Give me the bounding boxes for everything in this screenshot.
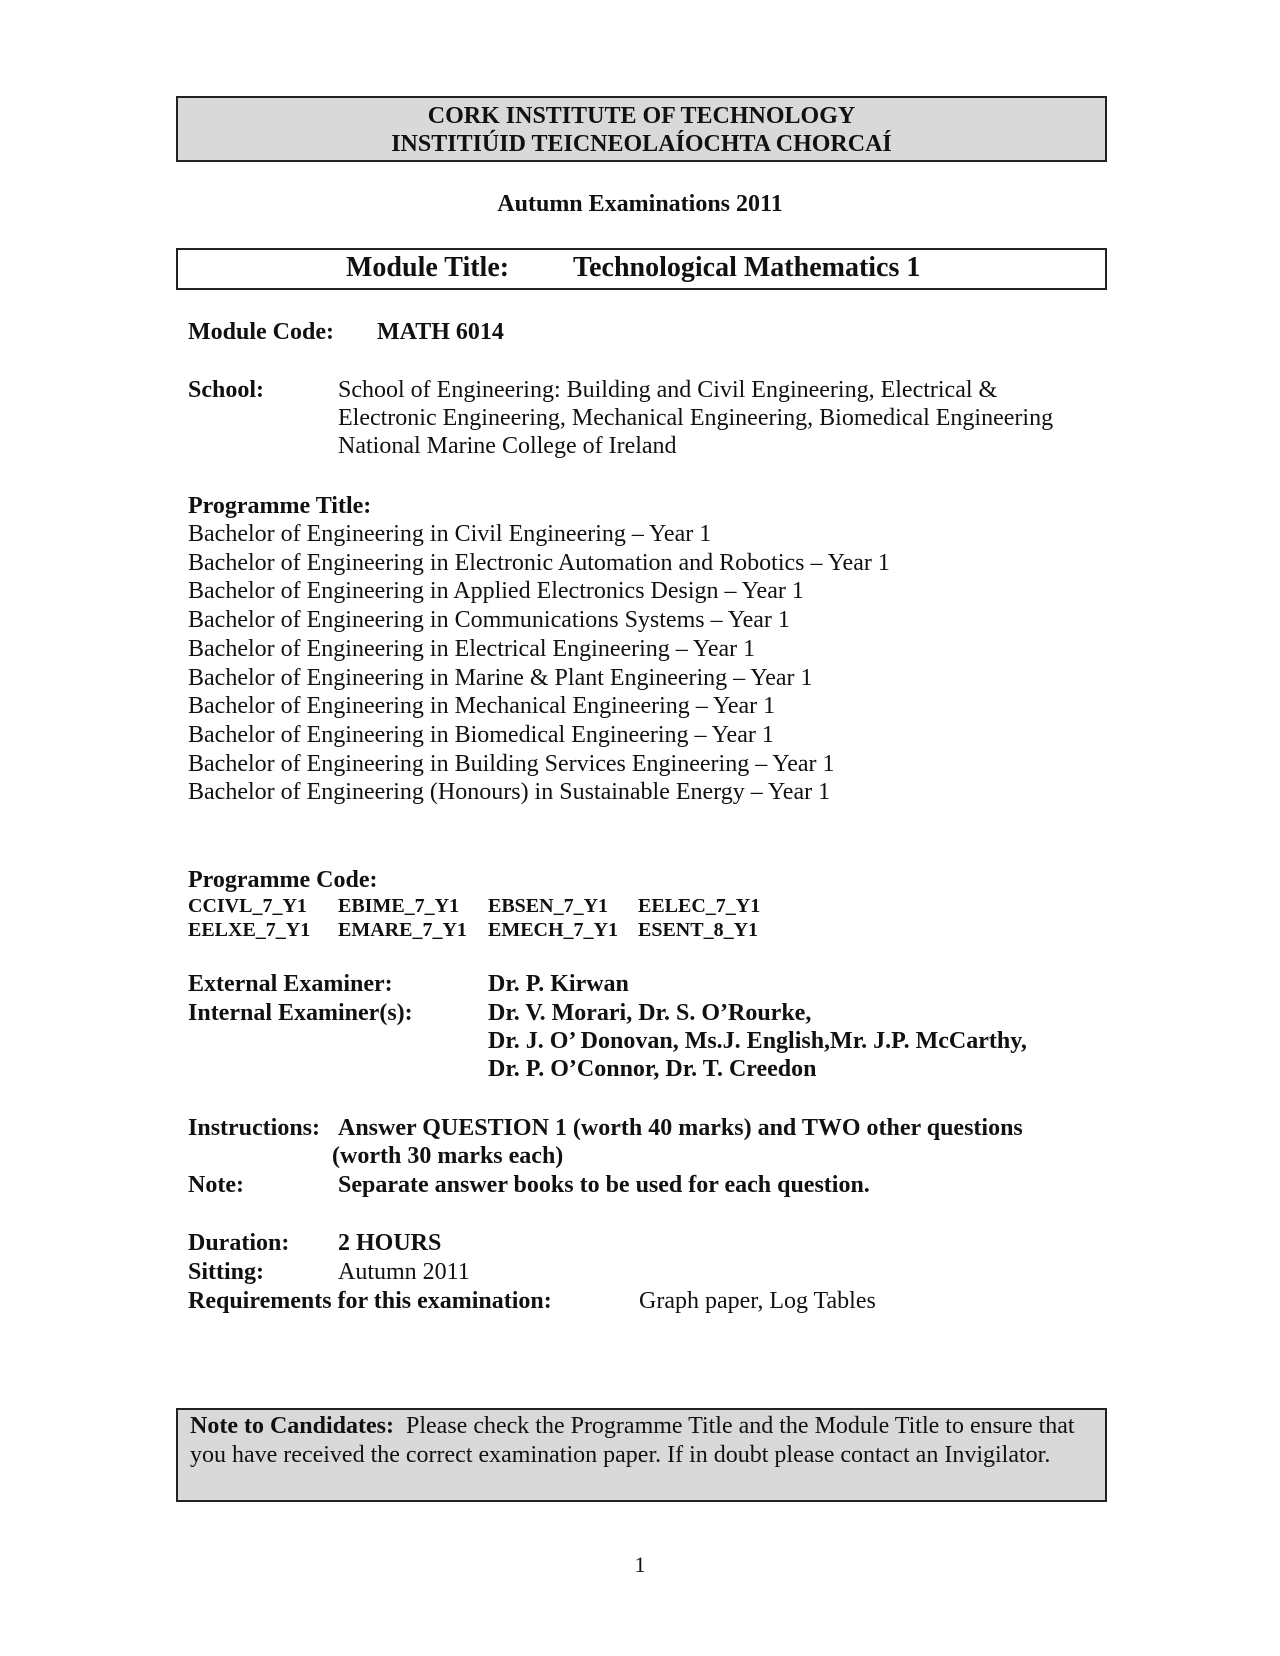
- institute-name-irish: INSTITIÚID TEICNEOLAÍOCHTA CHORCAÍ: [391, 131, 892, 157]
- note-label: Note:: [188, 1172, 244, 1198]
- school-label: School:: [188, 377, 265, 403]
- programme-code: EELXE_7_Y1: [188, 919, 311, 941]
- school-lines: [338, 376, 1053, 460]
- instructions-label: Instructions:: [188, 1115, 321, 1141]
- sitting-value: Autumn 2011: [338, 1259, 470, 1285]
- instructions-text: Answer QUESTION 1 (worth 40 marks) and TWO other questions: [338, 1115, 1023, 1141]
- note-text: Separate answer books to be used for each question.: [338, 1172, 870, 1198]
- programme-item: Bachelor of Engineering in Electronic Automation and Robotics – Year 1: [188, 549, 890, 576]
- programme-item: Bachelor of Engineering in Marine & Plant Engineering – Year 1: [188, 664, 813, 691]
- module-title-label: Module Title:: [346, 252, 510, 283]
- programme-title-label: Programme Title:: [188, 493, 372, 519]
- programme-code: EBSEN_7_Y1: [488, 895, 609, 917]
- exam-session: Autumn Examinations 2011: [497, 191, 783, 217]
- module-code-value: MATH 6014: [377, 319, 504, 345]
- programme-item: Bachelor of Engineering in Biomedical Engineering – Year 1: [188, 721, 774, 748]
- programme-code: EMECH_7_Y1: [488, 919, 618, 941]
- programme-title-list: [188, 520, 890, 807]
- institute-name-english: CORK INSTITUTE OF TECHNOLOGY: [427, 103, 856, 129]
- requirements-value: Graph paper, Log Tables: [639, 1288, 876, 1314]
- requirements-label: Requirements for this examination:: [188, 1288, 552, 1314]
- module-title-value: Technological Mathematics 1: [573, 252, 921, 283]
- programme-item: Bachelor of Engineering in Mechanical Engineering – Year 1: [188, 693, 776, 720]
- external-examiner-label: External Examiner:: [188, 971, 393, 997]
- external-examiner-name: Dr. P. Kirwan: [488, 971, 629, 997]
- programme-item: Bachelor of Engineering in Electrical Engineering – Year 1: [188, 635, 756, 662]
- duration-label: Duration:: [188, 1230, 290, 1256]
- note-to-candidates-box: [176, 1408, 1107, 1502]
- programme-code: CCIVL_7_Y1: [188, 895, 307, 917]
- programme-code-table: [188, 894, 788, 944]
- note-to-candidates-text: Please check the Programme Title and the Module Title to ensure that you have received the correct examination paper. If in doubt please contact an Invigilator.: [190, 1413, 1075, 1468]
- programme-item: Bachelor of Engineering (Honours) in Sustainable Energy – Year 1: [188, 779, 831, 806]
- internal-examiner-names: [488, 999, 1027, 1083]
- institute-header: [176, 96, 1107, 162]
- school-line: National Marine College of Ireland: [338, 433, 677, 459]
- programme-item: Bachelor of Engineering in Civil Engineering – Year 1: [188, 521, 712, 547]
- module-code-label: Module Code:: [188, 319, 334, 345]
- programme-item: Bachelor of Engineering in Building Services Engineering – Year 1: [188, 750, 835, 777]
- internal-examiner-label: Internal Examiner(s):: [188, 1000, 413, 1026]
- sitting-label: Sitting:: [188, 1259, 265, 1285]
- school-line: School of Engineering: Building and Civil Engineering, Electrical &: [338, 377, 998, 403]
- note-to-candidates-label: Note to Candidates:: [190, 1413, 394, 1439]
- programme-code: EMARE_7_Y1: [338, 919, 467, 941]
- programme-code: EBIME_7_Y1: [338, 895, 460, 917]
- programme-item: Bachelor of Engineering in Communications Systems – Year 1: [188, 607, 790, 634]
- programme-item: Bachelor of Engineering in Applied Electronics Design – Year 1: [188, 578, 804, 605]
- internal-examiner-line: Dr. V. Morari, Dr. S. O’Rourke,: [488, 1000, 812, 1026]
- programme-code-label: Programme Code:: [188, 867, 378, 893]
- module-title-box: [176, 248, 1107, 290]
- page-number: 1: [634, 1552, 646, 1577]
- instructions-text-cont: (worth 30 marks each): [332, 1143, 564, 1169]
- school-line: Electronic Engineering, Mechanical Engineering, Biomedical Engineering: [338, 405, 1054, 431]
- internal-examiner-line: Dr. J. O’ Donovan, Ms.J. English,Mr. J.P. McCarthy,: [488, 1028, 1027, 1054]
- duration-value: 2 HOURS: [338, 1230, 442, 1256]
- internal-examiner-line: Dr. P. O’Connor, Dr. T. Creedon: [488, 1056, 817, 1082]
- programme-code: EELEC_7_Y1: [638, 895, 761, 917]
- programme-code: ESENT_8_Y1: [638, 919, 759, 941]
